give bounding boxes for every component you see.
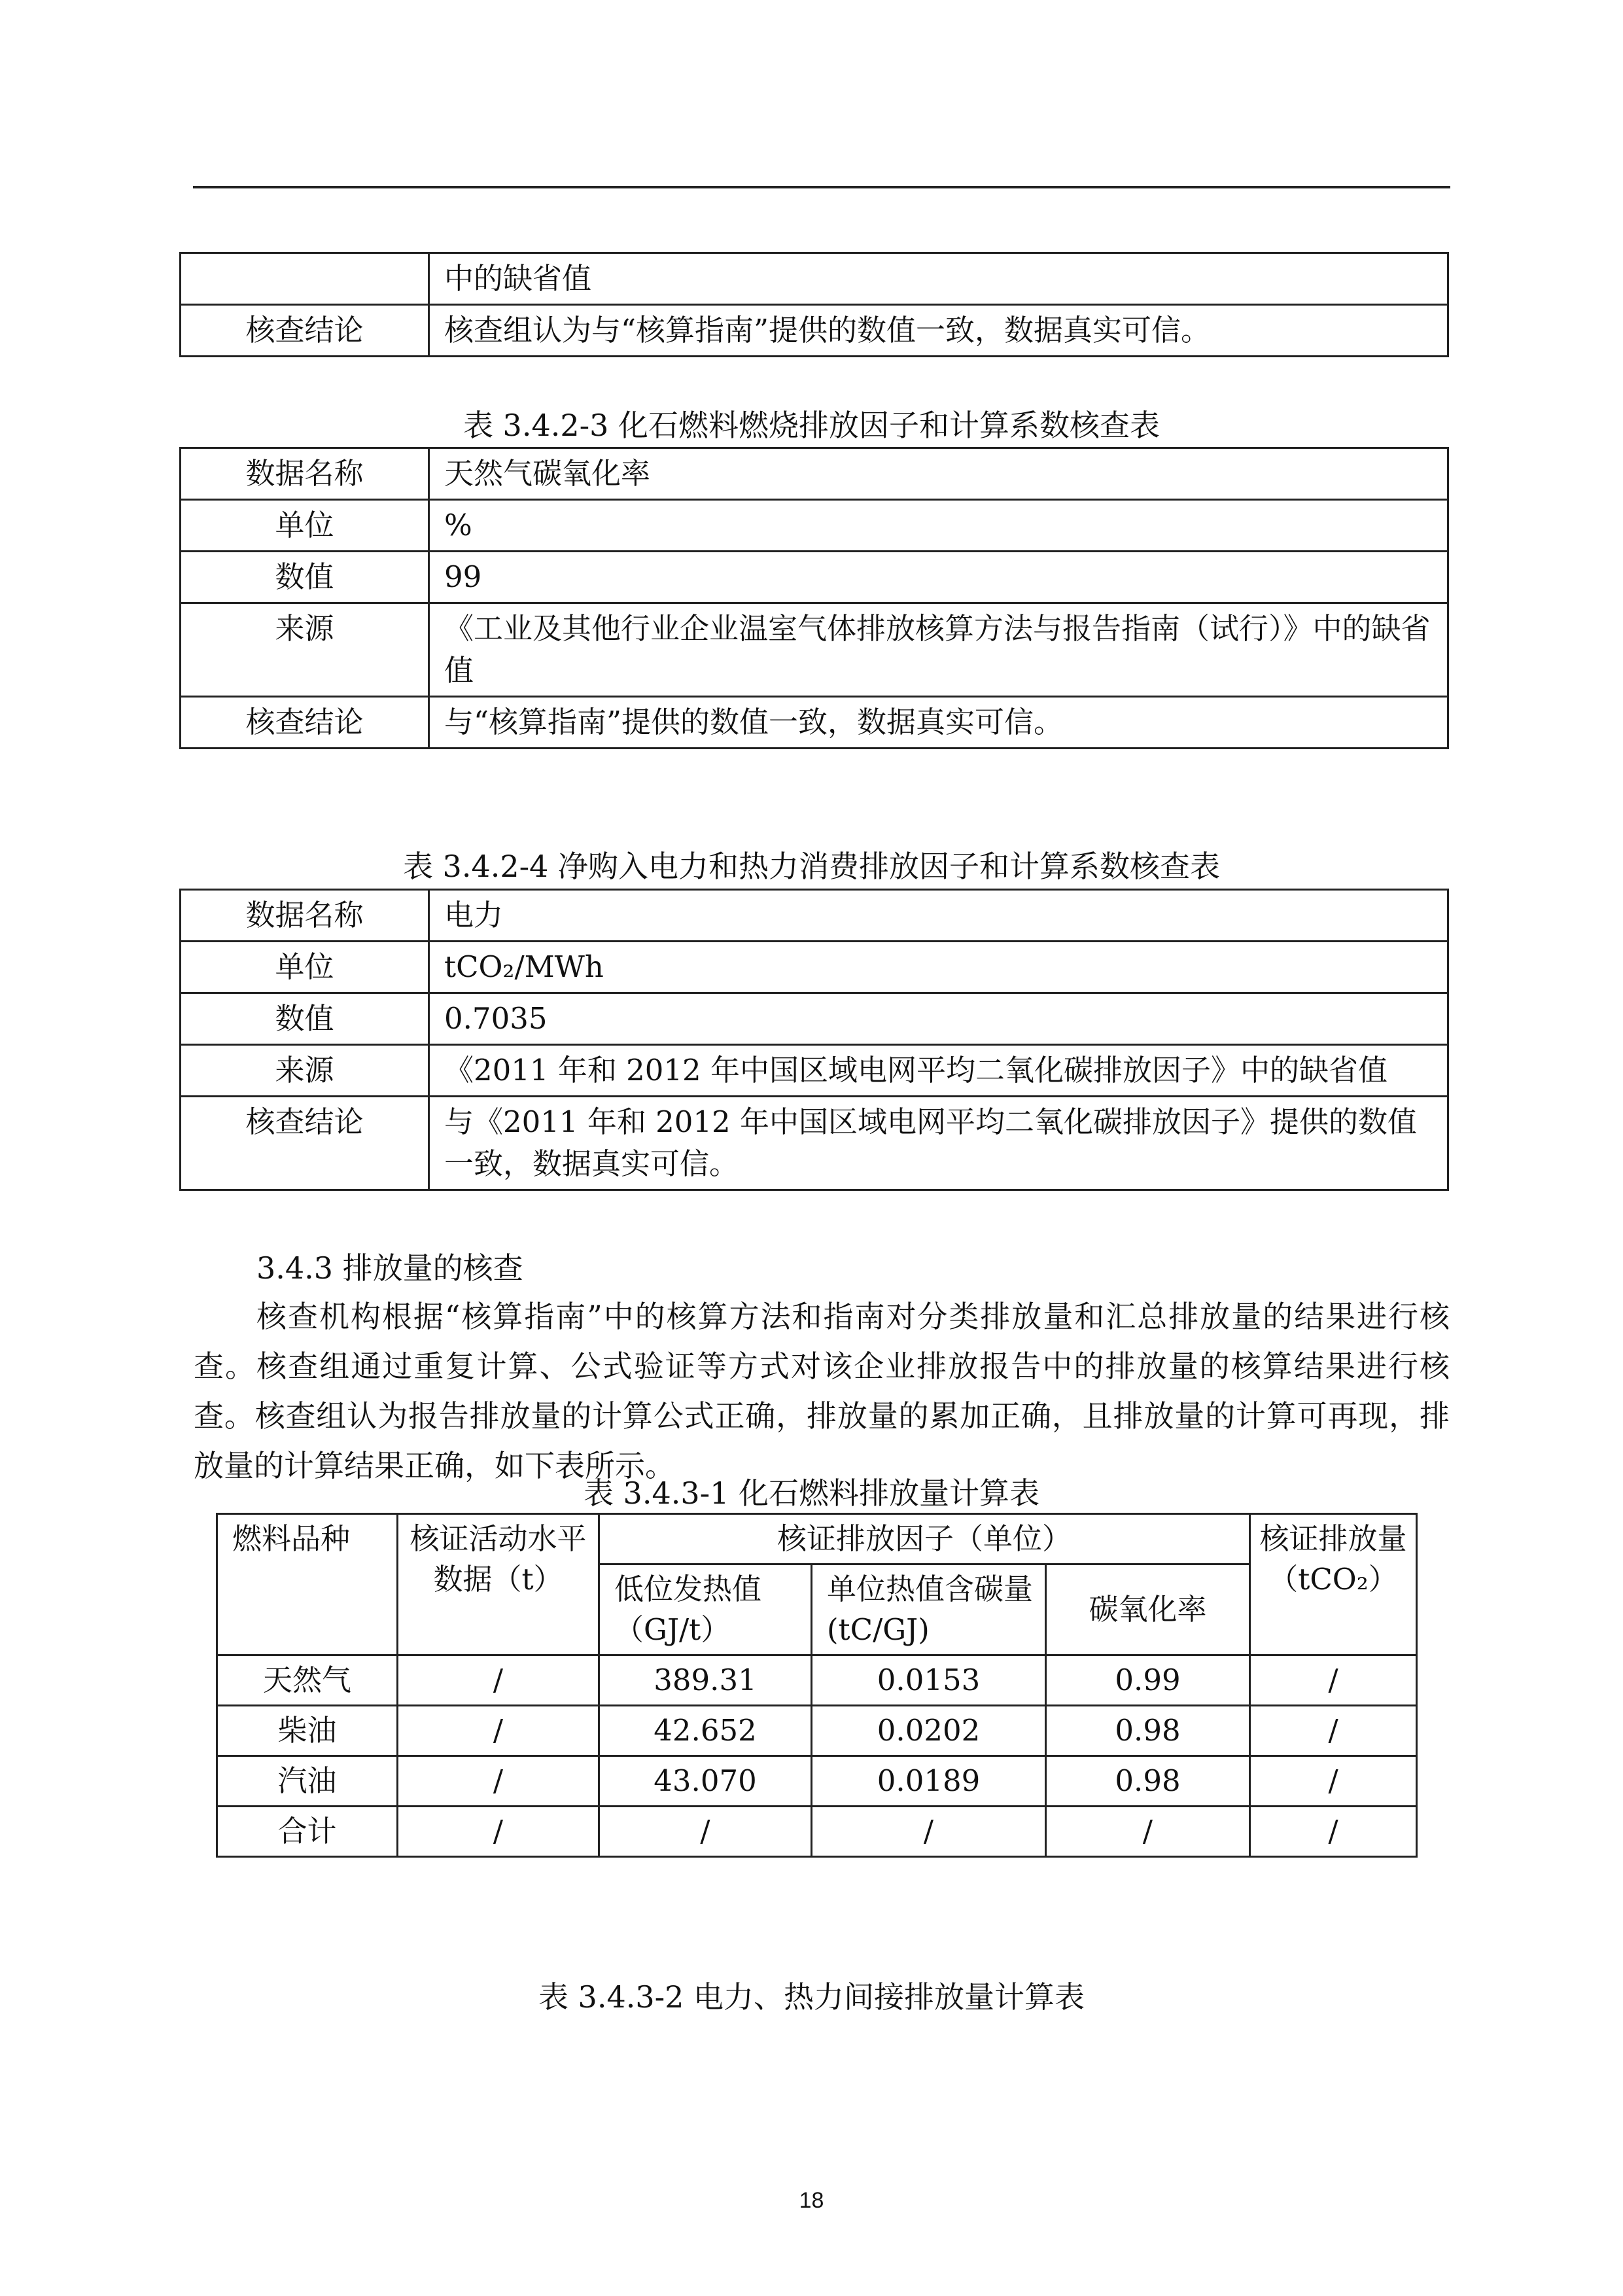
cell-fuel: 天然气 [217, 1655, 398, 1706]
table-row [181, 890, 1448, 942]
row-label: 数据名称 [181, 890, 429, 942]
row-label: 数值 [181, 993, 429, 1045]
cell-ncv: 389.31 [599, 1655, 812, 1706]
table-row [217, 1807, 1417, 1857]
row-value: 中的缺省值 [429, 253, 1448, 305]
cell-oxidation: 0.98 [1046, 1706, 1250, 1756]
table-row [181, 552, 1448, 603]
cell-activity: / [398, 1655, 599, 1706]
row-value: 与《2011 年和 2012 年中国区域电网平均二氧化碳排放因子》提供的数值一致，数据真实可信。 [429, 1097, 1448, 1190]
header-fuel: 燃料品种 [217, 1514, 398, 1655]
cell-activity: / [398, 1756, 599, 1807]
row-value: 《工业及其他行业企业温室气体排放核算方法与报告指南（试行）》中的缺省值 [429, 603, 1448, 697]
table-row [181, 993, 1448, 1045]
cell-fuel: 汽油 [217, 1756, 398, 1807]
row-value: 天然气碳氧化率 [429, 448, 1448, 500]
header-activity: 核证活动水平数据（t） [398, 1514, 599, 1655]
table-row [181, 942, 1448, 993]
row-label: 单位 [181, 500, 429, 552]
row-label: 数值 [181, 552, 429, 603]
table-row [181, 253, 1448, 305]
row-label: 单位 [181, 942, 429, 993]
table-caption: 表 3.4.2-4 净购入电力和热力消费排放因子和计算系数核查表 [402, 849, 1221, 884]
table-fossil-emission-calc [216, 1513, 1418, 1858]
table-emission-factor-electricity [179, 889, 1449, 1191]
row-value: 核查组认为与“核算指南”提供的数值一致，数据真实可信。 [429, 305, 1448, 357]
table-row [181, 1045, 1448, 1097]
row-label: 核查结论 [181, 1097, 429, 1190]
row-label: 数据名称 [181, 448, 429, 500]
table-header-row [217, 1514, 1417, 1564]
cell-activity: / [398, 1807, 599, 1857]
header-oxidation: 碳氧化率 [1046, 1564, 1250, 1655]
table-prev-continuation [179, 252, 1449, 357]
table-emission-factor-fossil [179, 447, 1449, 749]
cell-emission: / [1250, 1655, 1417, 1706]
table-row [217, 1756, 1417, 1807]
cell-carbon: 0.0189 [812, 1756, 1046, 1807]
cell-emission: / [1250, 1756, 1417, 1807]
row-label: 来源 [181, 1045, 429, 1097]
row-value: 电力 [429, 890, 1448, 942]
header-factor-group: 核证排放因子（单位） [599, 1514, 1250, 1564]
table-row [181, 448, 1448, 500]
table-row [181, 1097, 1448, 1190]
cell-activity: / [398, 1706, 599, 1756]
cell-ncv: 42.652 [599, 1706, 812, 1756]
section-paragraph: 核查机构根据“核算指南”中的核算方法和指南对分类排放量和汇总排放量的结果进行核查。核查组通过重复计算、公式验证等方式对该企业排放报告中的排放量的核算结果进行核查。核查组认为报告排放量的计算公式正确，排放量的累加正确，且排放量的计算可再现，排放量的计算结果正确，如下表所示。 [194, 1299, 1450, 1483]
cell-oxidation: 0.98 [1046, 1756, 1250, 1807]
cell-oxidation: 0.99 [1046, 1655, 1250, 1706]
cell-emission: / [1250, 1706, 1417, 1756]
row-value: 99 [429, 552, 1448, 603]
table-row [181, 305, 1448, 357]
table-caption: 表 3.4.3-1 化石燃料排放量计算表 [583, 1475, 1040, 1511]
table-row [217, 1706, 1417, 1756]
cell-carbon: / [812, 1807, 1046, 1857]
cell-carbon: 0.0202 [812, 1706, 1046, 1756]
table-caption: 表 3.4.2-3 化石燃料燃烧排放因子和计算系数核查表 [462, 408, 1161, 443]
row-value: % [429, 500, 1448, 552]
page-number: 18 [799, 2188, 824, 2213]
section-heading: 3.4.3 排放量的核查 [256, 1250, 523, 1286]
cell-carbon: 0.0153 [812, 1655, 1046, 1706]
cell-ncv: / [599, 1807, 812, 1857]
header-emission: 核证排放量（tCO₂） [1250, 1514, 1417, 1655]
table-caption-next: 表 3.4.3-2 电力、热力间接排放量计算表 [538, 1979, 1085, 2015]
table-row [181, 697, 1448, 749]
row-value: 0.7035 [429, 993, 1448, 1045]
row-value: 与“核算指南”提供的数值一致，数据真实可信。 [429, 697, 1448, 749]
header-ncv: 低位发热值（GJ/t） [599, 1564, 812, 1655]
cell-ncv: 43.070 [599, 1756, 812, 1807]
cell-fuel: 合计 [217, 1807, 398, 1857]
header-rule [193, 186, 1450, 188]
row-label [181, 253, 429, 305]
table-row [181, 500, 1448, 552]
header-carbon: 单位热值含碳量(tC/GJ) [812, 1564, 1046, 1655]
table-row [181, 603, 1448, 697]
row-value: 《2011 年和 2012 年中国区域电网平均二氧化碳排放因子》中的缺省值 [429, 1045, 1448, 1097]
cell-emission: / [1250, 1807, 1417, 1857]
row-label: 核查结论 [181, 305, 429, 357]
row-label: 来源 [181, 603, 429, 697]
cell-fuel: 柴油 [217, 1706, 398, 1756]
row-label: 核查结论 [181, 697, 429, 749]
table-row [217, 1655, 1417, 1706]
cell-oxidation: / [1046, 1807, 1250, 1857]
row-value: tCO₂/MWh [429, 942, 1448, 993]
